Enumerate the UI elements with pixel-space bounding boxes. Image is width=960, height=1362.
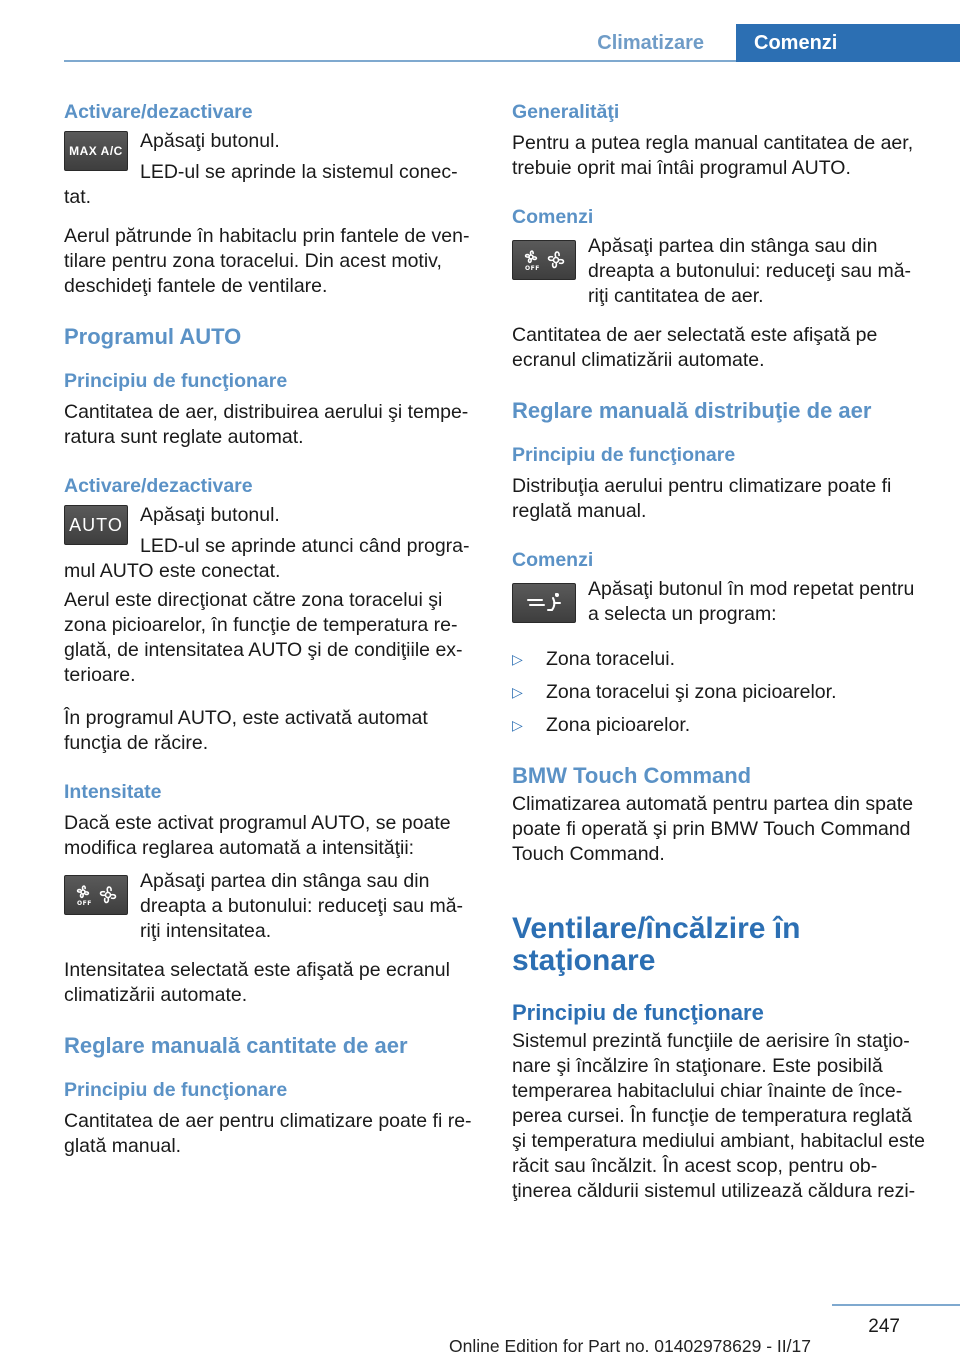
- max-ac-button-icon: MAX A/C: [64, 131, 128, 171]
- paragraph: Pentru a putea regla manual cantitatea de aer, trebuie oprit mai întâi programul AUTO.: [512, 132, 914, 179]
- section-title: Principiu de funcţionare: [64, 1079, 288, 1101]
- section-title: Activare/dezactivare: [64, 475, 253, 497]
- paragraph: Apăsaţi partea din stânga sau din dreapta a butonului: reduceţi sau mă-riţi intensitatea.: [140, 870, 464, 942]
- distribution-list: [512, 647, 928, 738]
- svg-text:OFF: OFF: [525, 265, 540, 272]
- paragraph: Intensitatea selectată este afişată pe ecranul climatizării automate.: [64, 959, 450, 1006]
- button-row: [64, 125, 480, 210]
- fan-icon: [71, 883, 121, 907]
- section-title: Intensitate: [64, 781, 162, 803]
- paragraph: Dacă este activat programul AUTO, se poate modifica reglarea automată a intensităţii:: [64, 812, 451, 859]
- list-item: [512, 680, 928, 705]
- bullet-triangle-icon: ▷: [512, 684, 523, 700]
- paragraph: Apăsaţi butonul.: [140, 504, 280, 526]
- paragraph: Climatizarea automată pentru partea din spate poate fi operată şi prin BMW Touch Command Touch Command.: [512, 793, 914, 865]
- section-title: Principiu de funcţionare: [512, 444, 736, 466]
- paragraph: Apăsaţi partea din stânga sau din dreapta a butonului: reduceţi sau mă-riţi cantitatea de aer.: [588, 235, 912, 307]
- paragraph: Apăsaţi butonul în mod repetat pentru a selecta un program:: [588, 578, 915, 625]
- bullet-triangle-icon: ▷: [512, 651, 523, 667]
- paragraph: Distribuţia aerului pentru climatizare poate fi reglată manual.: [512, 475, 892, 522]
- bullet-triangle-icon: ▷: [512, 717, 523, 733]
- button-row: [64, 869, 480, 944]
- section-heading: Reglare manuală cantitate de aer: [64, 1033, 408, 1058]
- footer-rule: [832, 1304, 960, 1306]
- list-item-label: Zona toracelui şi zona picioarelor.: [546, 681, 837, 703]
- svg-text:OFF: OFF: [77, 900, 92, 907]
- button-row: [512, 234, 928, 309]
- section-heading: Programul AUTO: [64, 324, 242, 349]
- paragraph: Aerul este direcţionat către zona toracelui şi zona picioarelor, în funcţie de temperatura re-glată, de intensitatea AUTO şi de condiţiile ex-terioare.: [64, 589, 463, 686]
- list-item-label: Zona picioarelor.: [546, 714, 691, 736]
- list-item: [512, 647, 928, 672]
- paragraph: Sistemul prezintă funcţiile de aerisire în staţio-nare şi încălzire în staţionare. Este posibilă temperarea habitaclului chiar înainte de înce-perea cursei. În funcţie de temperatura reglată şi temperatura mediului ambiant, habitaclul este răcit sau încălzit. În acest scop, pentru ob-ţinerea căldurii sistemul utilizează căldura rezi-: [512, 1030, 925, 1202]
- fan-amount-button-icon: [512, 240, 576, 280]
- page-number: 247: [868, 1316, 900, 1337]
- paragraph: Cantitatea de aer selectată este afişată pe ecranul climatizării automate.: [512, 324, 878, 371]
- auto-button-icon: AUTO: [64, 505, 128, 545]
- section-heading: Reglare manuală distribuţie de aer: [512, 398, 872, 423]
- seat-airflow-icon: [522, 590, 566, 616]
- right-column: [512, 100, 928, 1204]
- list-item: [512, 713, 928, 738]
- paragraph: Aerul pătrunde în habitaclu prin fantele de ven-tilare pentru zona toracelui. Din acest motiv, deschideţi fantele de ventilare.: [64, 225, 470, 297]
- left-column: [64, 100, 480, 1159]
- tab-climatizare[interactable]: Climatizare: [597, 32, 704, 54]
- paragraph: În programul AUTO, este activată automat funcţia de răcire.: [64, 707, 428, 754]
- section-title: Comenzi: [512, 549, 594, 571]
- paragraph: Apăsaţi butonul.: [140, 130, 280, 152]
- edition-footer: Online Edition for Part no. 01402978629 - II/17: [449, 1336, 811, 1356]
- tab-comenzi[interactable]: Comenzi: [736, 24, 960, 62]
- paragraph: LED-ul se aprinde atunci când progra-mul AUTO este conectat.: [64, 535, 470, 582]
- paragraph: LED-ul se aprinde la sistemul conec-tat.: [64, 161, 458, 208]
- paragraph: Cantitatea de aer pentru climatizare poate fi re-glată manual.: [64, 1110, 472, 1157]
- section-title: Comenzi: [512, 206, 594, 228]
- chapter-heading: Ventilare/încălzire în staţionare: [512, 912, 801, 977]
- button-row: [512, 577, 928, 629]
- section-heading: Principiu de funcţionare: [512, 1000, 764, 1025]
- button-row: [64, 499, 480, 584]
- section-heading: BMW Touch Command: [512, 763, 752, 788]
- section-title: Activare/dezactivare: [64, 101, 253, 123]
- air-distribution-button-icon: [512, 583, 576, 623]
- list-item-label: Zona toracelui.: [546, 648, 675, 670]
- fan-intensity-button-icon: [64, 875, 128, 915]
- section-title: Principiu de funcţionare: [64, 370, 288, 392]
- fan-icon: [519, 248, 569, 272]
- section-title: Generalităţi: [512, 101, 620, 123]
- paragraph: Cantitatea de aer, distribuirea aerului şi tempe-ratura sunt reglate automat.: [64, 401, 469, 448]
